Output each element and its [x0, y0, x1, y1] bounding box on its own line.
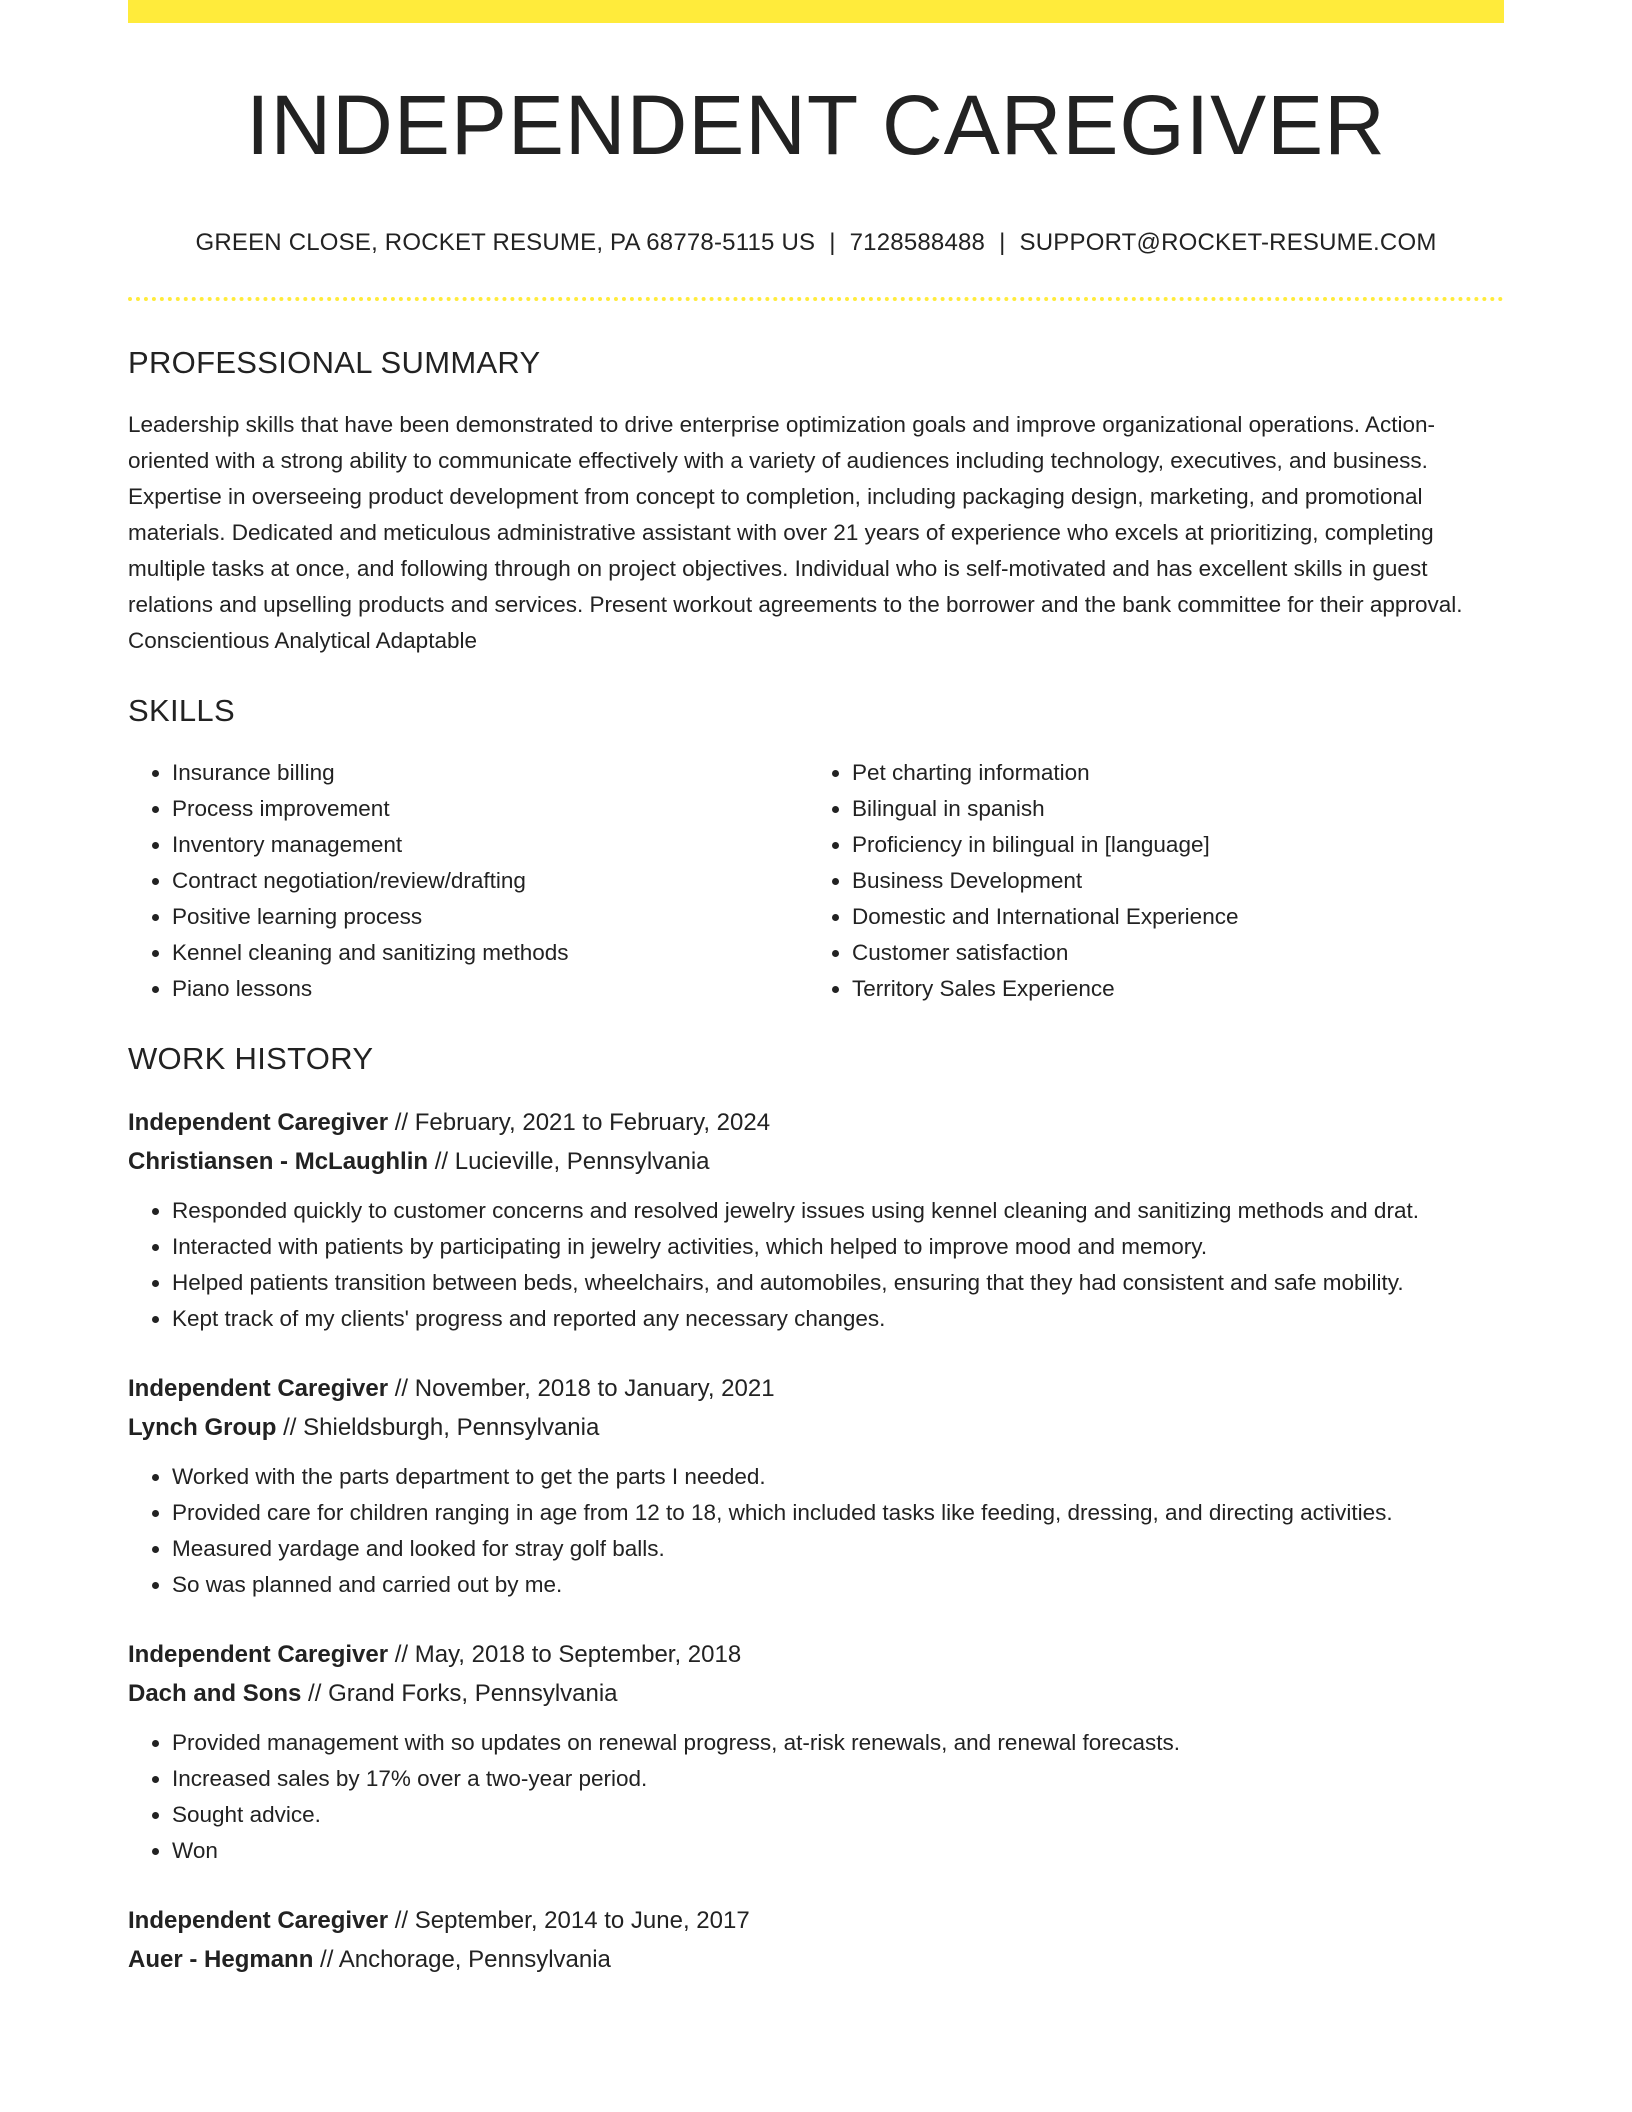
job-company: Dach and Sons: [128, 1680, 302, 1707]
job-bullet: • Responded quickly to customer concerns and resolved jewelry issues using kennel cleaning and sanitizing methods and drat.: [172, 1193, 1504, 1229]
job-separator: //: [320, 1946, 334, 1973]
job-title-line: [128, 1901, 1504, 1940]
job-bullet: • Increased sales by 17% over a two-year period.: [172, 1761, 1504, 1797]
skill-item: • Territory Sales Experience: [852, 971, 1488, 1007]
contact-email: SUPPORT@ROCKET-RESUME.COM: [1019, 229, 1437, 256]
job-bullet: • Kept track of my clients' progress and reported any necessary changes.: [172, 1301, 1504, 1337]
work-history-list: [128, 1103, 1504, 1979]
skill-item: • Contract negotiation/review/drafting: [172, 863, 808, 899]
job-separator: //: [394, 1109, 409, 1136]
contact-separator: |: [999, 229, 1006, 256]
skill-item: • Piano lessons: [172, 971, 808, 1007]
job-bullet: • Provided management with so updates on renewal progress, at-risk renewals, and renewal forecasts.: [172, 1725, 1504, 1761]
job-entry: [128, 1901, 1504, 1979]
skill-item: • Bilingual in spanish: [852, 791, 1488, 827]
skill-item: • Process improvement: [172, 791, 808, 827]
resume-page: [128, 0, 1504, 1979]
skill-item: • Proficiency in bilingual in [language]: [852, 827, 1488, 863]
skill-item: • Customer satisfaction: [852, 935, 1488, 971]
skills-heading: SKILLS: [128, 693, 235, 728]
job-bullet: • Interacted with patients by participating in jewelry activities, which helped to improve mood and memory.: [172, 1229, 1504, 1265]
job-title-line: [128, 1635, 1504, 1674]
job-company-line: [128, 1674, 1504, 1713]
contact-line: [128, 229, 1504, 257]
skill-item: • Insurance billing: [172, 755, 808, 791]
job-separator: //: [394, 1907, 409, 1934]
job-bullet: • Won: [172, 1833, 1504, 1869]
job-bullets: [128, 1459, 1504, 1603]
skills-column-left: [128, 755, 808, 1007]
job-entry: [128, 1103, 1504, 1337]
job-location: Grand Forks, Pennsylvania: [328, 1680, 618, 1707]
contact-address: GREEN CLOSE, ROCKET RESUME, PA 68778-5115 US: [195, 229, 816, 256]
skill-item: • Domestic and International Experience: [852, 899, 1488, 935]
skill-item: • Inventory management: [172, 827, 808, 863]
job-bullets: [128, 1725, 1504, 1869]
job-bullet: • Provided care for children ranging in age from 12 to 18, which included tasks like feeding, dressing, and directing activities.: [172, 1495, 1504, 1531]
skill-item: • Business Development: [852, 863, 1488, 899]
skills-column-right: [808, 755, 1488, 1007]
job-separator: //: [394, 1375, 409, 1402]
job-role: Independent Caregiver: [128, 1375, 389, 1402]
candidate-name: INDEPENDENT CAREGIVER: [246, 78, 1386, 172]
job-location: Shieldsburgh, Pennsylvania: [303, 1414, 600, 1441]
job-company: Christiansen - McLaughlin: [128, 1148, 429, 1175]
job-separator: //: [394, 1641, 409, 1668]
job-location: Lucieville, Pennsylvania: [454, 1148, 710, 1175]
job-role: Independent Caregiver: [128, 1907, 389, 1934]
job-company-line: [128, 1408, 1504, 1447]
contact-phone: 7128588488: [849, 229, 986, 256]
job-separator: //: [434, 1148, 449, 1175]
job-dates: September, 2014 to June, 2017: [414, 1907, 750, 1934]
job-company-line: [128, 1142, 1504, 1181]
skills-list: [128, 755, 1504, 1007]
job-entry: [128, 1635, 1504, 1869]
header-divider: [128, 297, 1504, 301]
skill-item: • Pet charting information: [852, 755, 1488, 791]
job-role: Independent Caregiver: [128, 1109, 389, 1136]
job-company-line: [128, 1940, 1504, 1979]
job-dates: May, 2018 to September, 2018: [414, 1641, 742, 1668]
job-separator: //: [283, 1414, 297, 1441]
job-dates: February, 2021 to February, 2024: [414, 1109, 771, 1136]
job-company: Auer - Hegmann: [128, 1946, 314, 1973]
job-bullet: • Helped patients transition between beds, wheelchairs, and automobiles, ensuring that they had consistent and safe mobility.: [172, 1265, 1504, 1301]
job-entry: [128, 1369, 1504, 1603]
job-separator: //: [308, 1680, 322, 1707]
job-location: Anchorage, Pennsylvania: [338, 1946, 611, 1973]
job-company: Lynch Group: [128, 1414, 277, 1441]
job-bullet: • Worked with the parts department to get the parts I needed.: [172, 1459, 1504, 1495]
skill-item: • Positive learning process: [172, 899, 808, 935]
job-role: Independent Caregiver: [128, 1641, 389, 1668]
job-title-line: [128, 1103, 1504, 1142]
job-bullet: • So was planned and carried out by me.: [172, 1567, 1504, 1603]
work-history-heading: WORK HISTORY: [128, 1041, 374, 1076]
job-bullets: [128, 1193, 1504, 1337]
job-bullet: • Sought advice.: [172, 1797, 1504, 1833]
job-title-line: [128, 1369, 1504, 1408]
job-bullet: • Measured yardage and looked for stray golf balls.: [172, 1531, 1504, 1567]
top-accent-bar: [128, 0, 1504, 23]
summary-heading: PROFESSIONAL SUMMARY: [128, 345, 541, 380]
skill-item: • Kennel cleaning and sanitizing methods: [172, 935, 808, 971]
summary-text: Leadership skills that have been demonstrated to drive enterprise optimization goals and improve organizational operations. Action-oriented with a strong ability to communicate effectively with a variety of audiences including technology, executives, and business. Expertise in overseeing product development from concept to completion, including packaging design, marketing, and promotional materials. Dedicated and meticulous administrative assistant with over 21 years of experience who excels at prioritizing, completing multiple tasks at once, and following through on project objectives. Individual who is self-motivated and has excellent skills in guest relations and upselling products and services. Present workout agreements to the borrower and the bank committee for their approval. Conscientious Analytical Adaptable: [128, 412, 1463, 653]
contact-separator: |: [829, 229, 836, 256]
job-dates: November, 2018 to January, 2021: [414, 1375, 775, 1402]
